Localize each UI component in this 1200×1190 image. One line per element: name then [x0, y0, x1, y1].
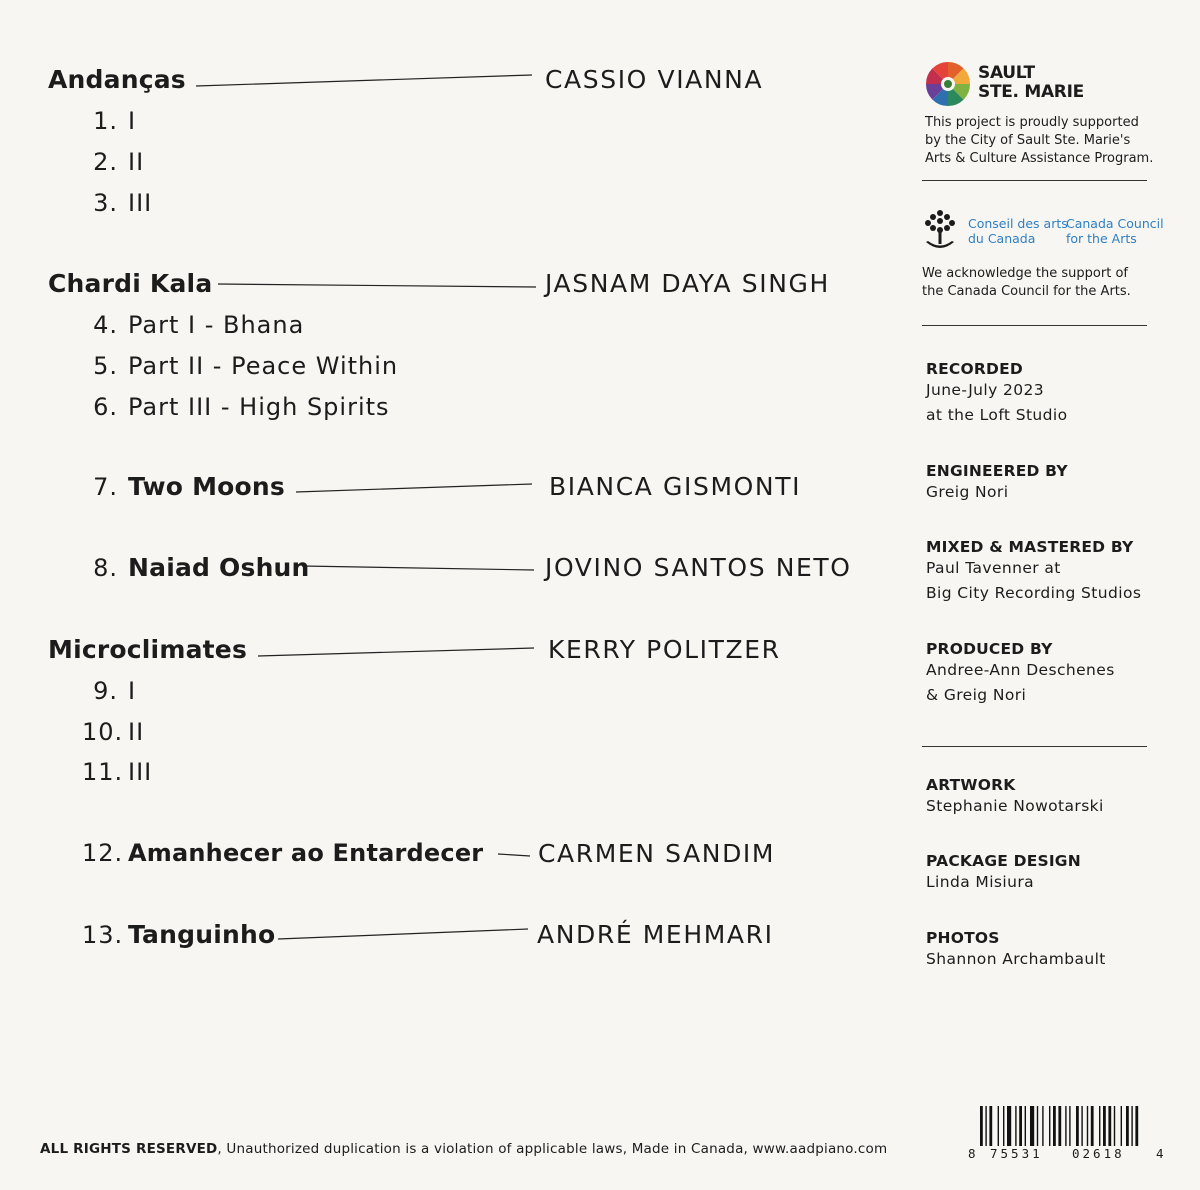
canada-council-logo-icon	[922, 208, 958, 252]
work-title: Tanguinho	[128, 920, 276, 949]
track-item	[82, 148, 144, 176]
wordmark-line: STE. MARIE	[978, 82, 1084, 102]
barcode-bar	[1003, 1106, 1004, 1146]
track-item	[82, 107, 136, 135]
track-item	[82, 718, 144, 746]
barcode-bar	[1091, 1106, 1094, 1146]
single-track	[82, 472, 285, 501]
track-title: Part III - High Spirits	[128, 393, 390, 421]
track-title: III	[128, 758, 153, 786]
divider	[922, 180, 1147, 181]
support-line: We acknowledge the support of	[922, 266, 1128, 281]
barcode-digit-lead: 8	[968, 1146, 976, 1161]
credit-label: PHOTOS	[926, 929, 1000, 947]
barcode-digits-right: 02618	[1072, 1146, 1125, 1161]
credit-value: Greig Nori	[926, 483, 1009, 501]
track-title: III	[128, 189, 153, 217]
credit-label: ARTWORK	[926, 776, 1016, 794]
barcode-bar	[980, 1106, 983, 1146]
credit-label: RECORDED	[926, 360, 1023, 378]
track-item	[82, 677, 136, 705]
credit-engineered	[926, 462, 1068, 505]
barcode-bar	[1131, 1106, 1132, 1146]
barcode-bar	[1049, 1106, 1050, 1146]
barcode-bar	[1042, 1106, 1043, 1146]
barcode-bar	[1037, 1106, 1038, 1146]
credit-value: at the Loft Studio	[926, 406, 1068, 424]
track-number: 10.	[82, 718, 124, 746]
support-line: Arts & Culture Assistance Program.	[925, 151, 1154, 166]
track-number: 6.	[93, 393, 118, 421]
track-number: 2.	[93, 148, 118, 176]
barcode-bar	[1058, 1106, 1061, 1146]
barcode-bar	[1121, 1106, 1122, 1146]
barcode-bar	[1076, 1106, 1079, 1146]
track-item	[82, 352, 398, 380]
sault-ste-marie-logo-icon	[924, 60, 972, 108]
barcode-bar	[998, 1106, 999, 1146]
cca-support-text	[922, 265, 1131, 301]
work-title: Amanhecer ao Entardecer	[128, 839, 484, 867]
credit-label: ENGINEERED BY	[926, 462, 1068, 480]
barcode-bar	[1081, 1106, 1082, 1146]
track-item	[82, 311, 304, 339]
work-title: Chardi Kala	[48, 269, 213, 298]
barcode-bar	[1065, 1106, 1066, 1146]
logo-text-line: Canada Council	[1066, 216, 1164, 231]
track-number: 13.	[82, 921, 124, 949]
composer-name: JOVINO SANTOS NETO	[545, 553, 852, 582]
barcode-bar	[1126, 1106, 1129, 1146]
connector-naiad-oshun	[302, 566, 534, 570]
support-line: This project is proudly supported	[925, 115, 1139, 130]
credit-value: Andree-Ann Deschenes	[926, 661, 1115, 679]
barcode-digit-check: 4	[1156, 1146, 1164, 1161]
track-title: I	[128, 677, 137, 705]
composer-name: BIANCA GISMONTI	[549, 472, 802, 501]
credit-package-design	[926, 852, 1081, 895]
track-number: 9.	[93, 677, 118, 705]
composer-name: KERRY POLITZER	[548, 635, 781, 664]
single-track	[82, 920, 275, 949]
track-item	[82, 758, 152, 786]
barcode-bar	[1087, 1106, 1088, 1146]
credit-mixed-mastered	[926, 538, 1141, 606]
barcode-bar	[1015, 1106, 1016, 1146]
barcode-bar	[1069, 1106, 1070, 1146]
work-title: Andanças	[48, 65, 186, 94]
composer-name: CASSIO VIANNA	[545, 65, 764, 94]
credit-produced	[926, 640, 1115, 708]
single-track	[82, 553, 310, 582]
barcode-icon	[980, 1106, 1156, 1146]
credit-value: Linda Misiura	[926, 873, 1034, 891]
track-number: 5.	[93, 352, 118, 380]
rights-reserved-label: ALL RIGHTS RESERVED	[40, 1141, 218, 1157]
composer-name: CARMEN SANDIM	[538, 839, 776, 868]
copyright-text: , Unauthorized duplication is a violation of applicable laws, Made in Canada, www.aadpiano.com	[217, 1141, 888, 1157]
connector-tanguinho	[278, 929, 528, 939]
credit-label: PACKAGE DESIGN	[926, 852, 1081, 870]
support-line: by the City of Sault Ste. Marie's	[925, 133, 1131, 148]
track-number: 7.	[93, 473, 118, 501]
track-number: 1.	[93, 107, 118, 135]
credit-value: Paul Tavenner at	[926, 559, 1061, 577]
track-number: 12.	[82, 839, 124, 867]
barcode-bar	[1103, 1106, 1106, 1146]
ssm-support-text	[925, 114, 1153, 168]
support-line: the Canada Council for the Arts.	[922, 284, 1131, 299]
credit-photos	[926, 929, 1106, 972]
divider	[922, 325, 1147, 326]
barcode-bar	[1025, 1106, 1026, 1146]
track-item	[82, 393, 390, 421]
barcode-bar	[1019, 1106, 1022, 1146]
barcode-bar	[989, 1106, 992, 1146]
barcode-bar	[1135, 1106, 1138, 1146]
credit-value: June-July 2023	[926, 381, 1045, 399]
credit-value: Big City Recording Studios	[926, 584, 1142, 602]
logo-text-line: for the Arts	[1066, 231, 1137, 246]
divider	[922, 746, 1147, 747]
track-number: 11.	[82, 758, 124, 786]
connector-amanhecer	[498, 854, 530, 856]
logo-text-line: du Canada	[968, 231, 1036, 246]
conseil-des-arts-label	[968, 216, 1068, 246]
connector-two-moons	[296, 484, 532, 492]
credit-value: Stephanie Nowotarski	[926, 797, 1104, 815]
track-number: 3.	[93, 189, 118, 217]
credit-recorded	[926, 360, 1067, 428]
track-title: II	[128, 148, 145, 176]
credit-value: & Greig Nori	[926, 686, 1027, 704]
wordmark-line: SAULT	[978, 63, 1035, 83]
credit-label: MIXED & MASTERED BY	[926, 538, 1134, 556]
credit-label: PRODUCED BY	[926, 640, 1053, 658]
barcode-bar	[1114, 1106, 1115, 1146]
canada-council-label	[1066, 216, 1164, 246]
work-title: Microclimates	[48, 635, 248, 664]
barcode-bar	[1108, 1106, 1111, 1146]
track-item	[82, 189, 152, 217]
barcode-bar	[1030, 1106, 1034, 1146]
sault-ste-marie-wordmark	[978, 64, 1084, 102]
copyright-footer	[40, 1141, 887, 1157]
barcode-bar	[985, 1106, 986, 1146]
credit-artwork	[926, 776, 1104, 819]
work-title: Naiad Oshun	[128, 553, 310, 582]
track-title: Part I - Bhana	[128, 311, 305, 339]
logo-text-line: Conseil des arts	[968, 216, 1068, 231]
credit-value: Shannon Archambault	[926, 950, 1106, 968]
track-number: 4.	[93, 311, 118, 339]
connector-chardi-kala	[218, 284, 536, 287]
single-track	[82, 839, 483, 867]
track-title: II	[128, 718, 145, 746]
composer-name: ANDRÉ MEHMARI	[537, 920, 774, 949]
connector-andancas	[196, 75, 532, 86]
track-title: I	[128, 107, 137, 135]
connector-microclimates	[258, 648, 534, 656]
barcode-bar	[1099, 1106, 1100, 1146]
composer-name: JASNAM DAYA SINGH	[545, 269, 830, 298]
barcode-bar	[1053, 1106, 1056, 1146]
track-title: Part II - Peace Within	[128, 352, 399, 380]
work-title: Two Moons	[128, 472, 285, 501]
barcode-digits-left: 75531	[990, 1146, 1043, 1161]
track-number: 8.	[93, 554, 118, 582]
barcode-bar	[1007, 1106, 1011, 1146]
